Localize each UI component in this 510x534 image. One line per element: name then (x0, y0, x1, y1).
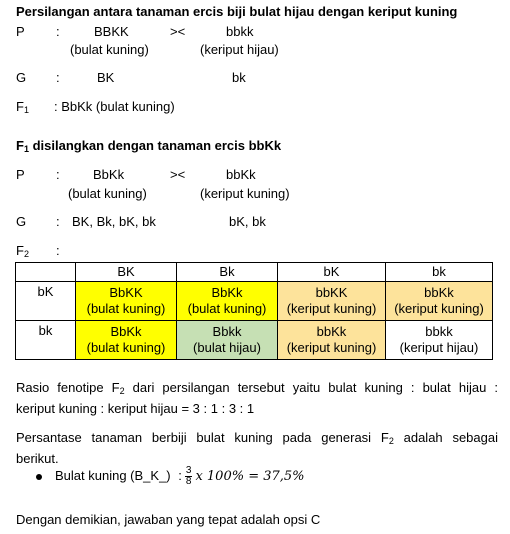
bullet-formula (55, 463, 305, 490)
g-colon: : (56, 70, 60, 85)
cell-phenotype: (bulat kuning) (86, 340, 166, 355)
ratio-line-1 (16, 379, 498, 400)
cell-phenotype: (bulat hijau) (193, 340, 261, 355)
punnett-corner-cell (16, 263, 76, 282)
cross-symbol-2: >< (170, 167, 186, 182)
fraction (185, 466, 193, 487)
cell-phenotype: (keriput kuning) (394, 301, 484, 316)
punnett-cell (278, 321, 386, 360)
cell-phenotype: (bulat kuning) (187, 301, 267, 316)
punnett-cell (76, 321, 177, 360)
ratio-line1-rest: dari persilangan tersebut yaitu bulat kuning : bulat hijau : (124, 380, 498, 395)
p2-right-genotype: bbKk (226, 167, 256, 182)
punnett-header-cell: bK (278, 263, 386, 282)
g2-right-gametes: bK, bk (229, 214, 266, 229)
fraction-denominator: 8 (185, 476, 192, 488)
p-label: P (16, 24, 25, 39)
cell-phenotype: (keriput hijau) (399, 340, 479, 355)
formula-result: x 100% = 37,5% (195, 469, 305, 484)
ratio-pre: Rasio fenotipe F (16, 380, 120, 395)
punnett-header-cell: BK (76, 263, 177, 282)
p2-left-genotype: BbKk (93, 167, 125, 182)
p2-colon: : (56, 167, 60, 182)
p-left-genotype: BBKK (94, 24, 129, 39)
punnett-header-cell: Bk (177, 263, 278, 282)
f2-label-letter: F (16, 243, 24, 258)
section2-title-rest: disilangkan dengan tanaman ercis bbKk (28, 138, 282, 153)
bullet-label: Bulat kuning (B_K_) (55, 468, 171, 483)
cell-genotype: bbKk (424, 285, 454, 300)
p-colon: : (56, 24, 60, 39)
punnett-cell (386, 321, 493, 360)
punnett-header-row (16, 263, 493, 282)
cell-phenotype: (keriput kuning) (286, 301, 377, 316)
cell-phenotype: (keriput kuning) (286, 340, 377, 355)
punnett-row (16, 282, 493, 321)
p2-right-description: (keriput kuning) (200, 186, 290, 201)
cell-genotype: bbkk (425, 324, 453, 339)
section1-title: Persilangan antara tanaman ercis biji bulat hijau dengan keriput kuning (16, 4, 458, 19)
percentage-line1-text: Persantase tanaman berbiji bulat kuning pada generasi F (16, 430, 389, 445)
f1-line (16, 99, 175, 118)
punnett-square (15, 262, 493, 360)
section2-title-prefix: F (16, 138, 24, 153)
punnett-row-label: bk (16, 321, 76, 360)
punnett-cell (386, 282, 493, 321)
g2-colon: : (56, 214, 60, 229)
cell-genotype: BbKK (109, 285, 143, 300)
g-right-gamete: bk (232, 70, 246, 85)
cell-genotype: bbKk (316, 324, 347, 339)
p2-left-description: (bulat kuning) (68, 186, 147, 201)
g2-left-gametes: BK, Bk, bK, bk (72, 214, 156, 229)
punnett-row (16, 321, 493, 360)
g-left-gamete: BK (97, 70, 115, 85)
percentage-subscript: 2 (388, 436, 394, 446)
section2-title (16, 138, 281, 157)
percentage-line-1 (16, 429, 498, 450)
bullet-dot (36, 474, 42, 480)
f1-subscript: 1 (23, 105, 29, 115)
punnett-header-cell: bk (386, 263, 493, 282)
ratio-subscript: 2 (119, 386, 125, 396)
f2-colon: : (56, 243, 60, 258)
punnett-cell (177, 282, 278, 321)
punnett-cell (76, 282, 177, 321)
f1-label: F (16, 99, 24, 114)
percentage-line-2: berikut. (16, 451, 59, 466)
punnett-row-label: bK (16, 282, 76, 321)
cell-genotype: Bbkk (212, 324, 242, 339)
conclusion-text: Dengan demikian, jawaban yang tepat adalah opsi C (16, 512, 321, 527)
g-label: G (16, 70, 27, 85)
percentage-line1-rest: adalah sebagai (393, 430, 498, 445)
cell-genotype: bbKK (315, 285, 348, 300)
g2-label: G (16, 214, 27, 229)
fraction-numerator: 3 (185, 465, 192, 477)
cross-symbol: >< (170, 24, 186, 39)
formula-colon: : (178, 468, 182, 483)
cell-phenotype: (bulat kuning) (86, 301, 166, 316)
section2-title-subscript: 1 (23, 144, 29, 154)
ratio-line-2: keriput kuning : keriput hijau = 3 : 1 : 3 : 1 (16, 401, 255, 416)
punnett-cell (278, 282, 386, 321)
f1-result: : BbKk (bulat kuning) (54, 99, 175, 114)
cell-genotype: BbKk (211, 285, 243, 300)
cell-genotype: BbKk (110, 324, 142, 339)
p2-label: P (16, 167, 25, 182)
f2-label (16, 243, 29, 262)
ratio-paragraph (16, 379, 498, 418)
f2-label-subscript: 2 (23, 249, 29, 259)
p-right-genotype: bbkk (226, 24, 254, 39)
p-left-description: (bulat kuning) (70, 42, 149, 57)
p-right-description: (keriput hijau) (200, 42, 279, 57)
punnett-cell (177, 321, 278, 360)
